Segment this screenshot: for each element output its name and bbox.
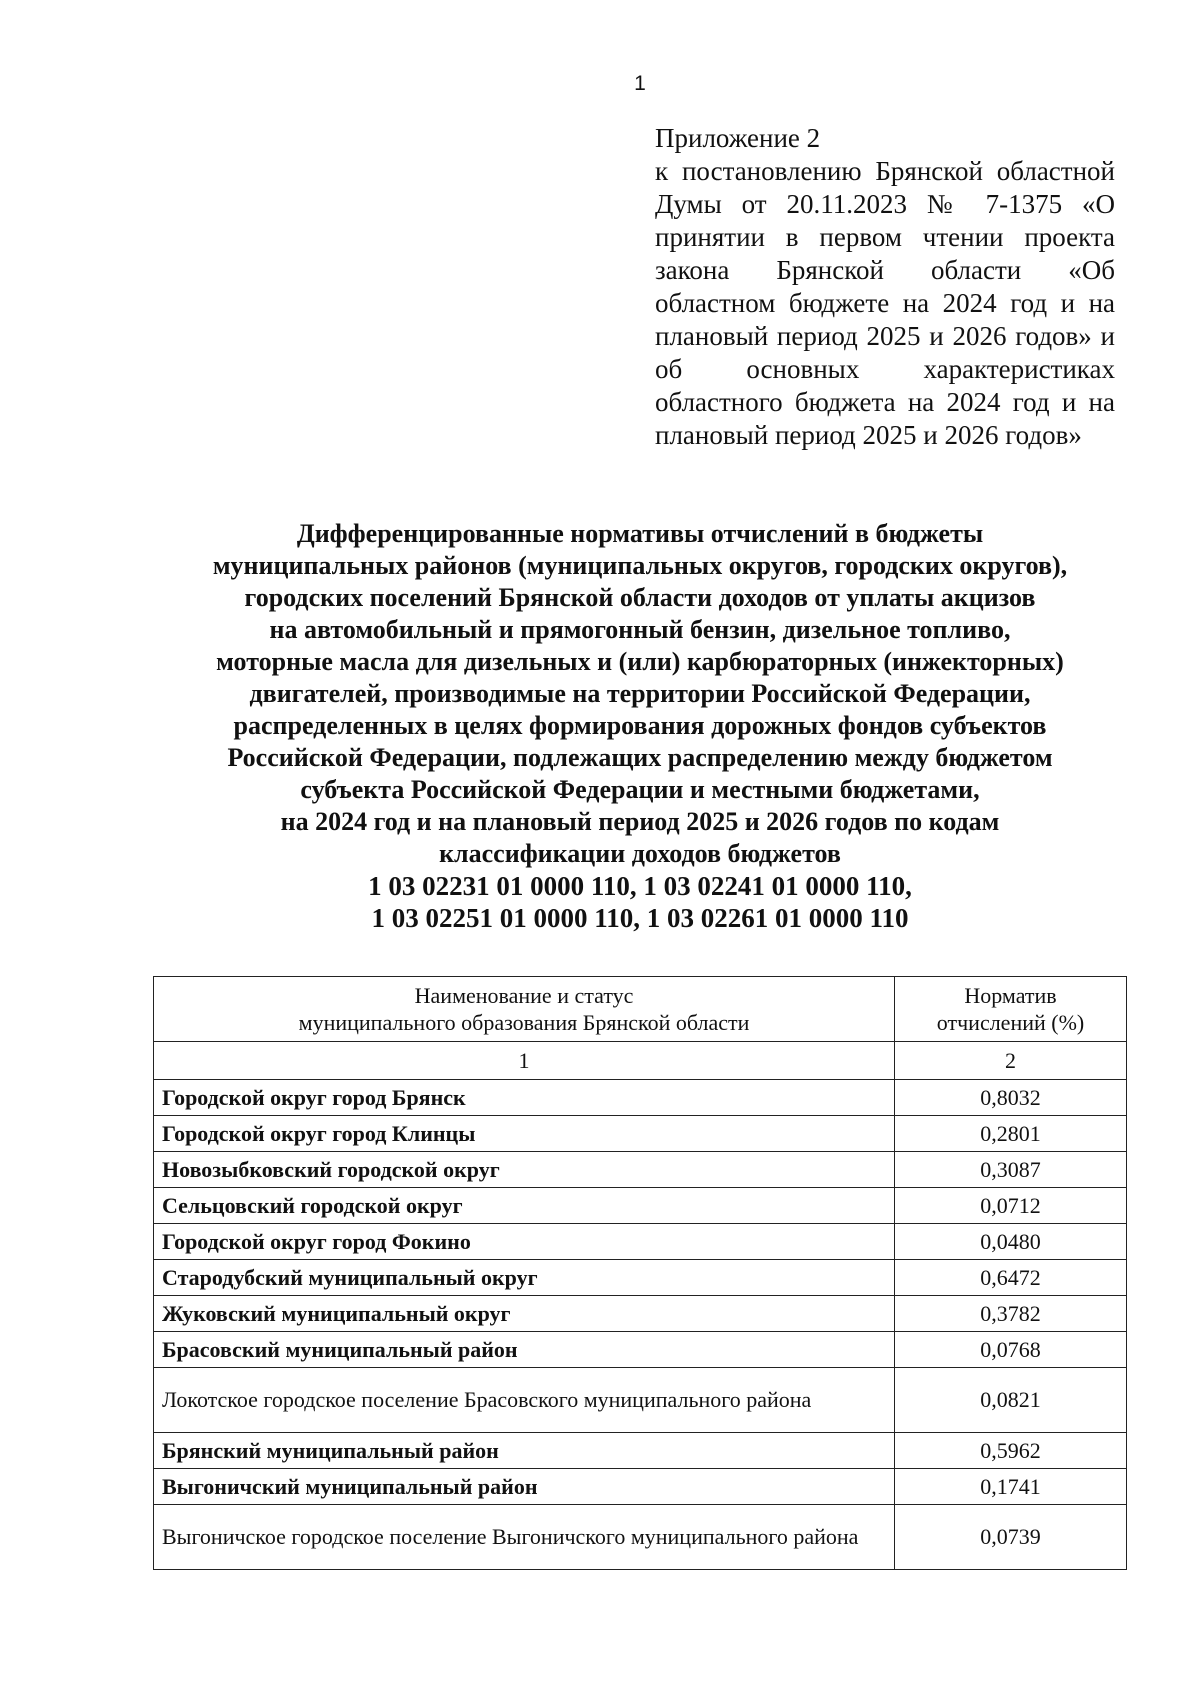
header-rate-line2: отчислений (%) bbox=[936, 1010, 1085, 1035]
deduction-rate: 0,3782 bbox=[895, 1296, 1127, 1332]
appendix-block bbox=[655, 122, 1115, 452]
deduction-rate: 0,0712 bbox=[895, 1188, 1127, 1224]
heading-line: Российской Федерации, подлежащих распределению между бюджетом bbox=[227, 743, 1053, 772]
table-row bbox=[154, 1433, 1127, 1469]
table-row bbox=[154, 1116, 1127, 1152]
deduction-rate: 0,1741 bbox=[895, 1469, 1127, 1505]
document-heading bbox=[130, 518, 1150, 934]
classification-codes: 1 03 02251 01 0000 110, 1 03 02261 01 0000 110 bbox=[371, 903, 909, 933]
table-row bbox=[154, 1224, 1127, 1260]
column-number: 1 bbox=[154, 1042, 895, 1080]
heading-line: распределенных в целях формирования дорожных фондов субъектов bbox=[233, 711, 1047, 740]
page-number: 1 bbox=[634, 72, 646, 95]
heading-line: двигателей, производимые на территории Российской Федерации, bbox=[249, 679, 1031, 708]
header-name-line1: Наименование и статус bbox=[414, 983, 634, 1008]
deduction-rate: 0,6472 bbox=[895, 1260, 1127, 1296]
deduction-rate: 0,8032 bbox=[895, 1080, 1127, 1116]
heading-line: городских поселений Брянской области доходов от уплаты акцизов bbox=[244, 583, 1036, 612]
municipality-name: Брасовский муниципальный район bbox=[154, 1332, 895, 1368]
table-row bbox=[154, 1368, 1127, 1433]
heading-line: на автомобильный и прямогонный бензин, дизельное топливо, bbox=[269, 615, 1011, 644]
header-name-line2: муниципального образования Брянской области bbox=[298, 1010, 750, 1035]
municipality-name: Городской округ город Фокино bbox=[154, 1224, 895, 1260]
municipality-name: Брянский муниципальный район bbox=[154, 1433, 895, 1469]
deduction-rate: 0,0821 bbox=[895, 1368, 1127, 1433]
municipality-name: Локотское городское поселение Брасовского муниципального района bbox=[154, 1368, 895, 1433]
municipality-name: Сельцовский городской округ bbox=[154, 1188, 895, 1224]
table-body bbox=[154, 1080, 1127, 1570]
heading-line: муниципальных районов (муниципальных округов, городских округов), bbox=[212, 551, 1068, 580]
table-row bbox=[154, 1260, 1127, 1296]
municipality-name: Выгоничское городское поселение Выгоничского муниципального района bbox=[154, 1505, 895, 1570]
heading-line: классификации доходов бюджетов bbox=[439, 839, 841, 868]
table-row bbox=[154, 1080, 1127, 1116]
deduction-rate: 0,0768 bbox=[895, 1332, 1127, 1368]
deduction-rate: 0,5962 bbox=[895, 1433, 1127, 1469]
table-row bbox=[154, 1469, 1127, 1505]
table-header-row bbox=[154, 977, 1127, 1042]
table-row bbox=[154, 1505, 1127, 1570]
heading-line: субъекта Российской Федерации и местными бюджетами, bbox=[300, 775, 980, 804]
municipality-name: Жуковский муниципальный округ bbox=[154, 1296, 895, 1332]
norms-table bbox=[153, 976, 1127, 1570]
classification-codes: 1 03 02231 01 0000 110, 1 03 02241 01 0000 110, bbox=[368, 871, 912, 901]
municipality-name: Городской округ город Брянск bbox=[154, 1080, 895, 1116]
deduction-rate: 0,0739 bbox=[895, 1505, 1127, 1570]
header-rate-line1: Норматив bbox=[964, 983, 1057, 1008]
heading-line: моторные масла для дизельных и (или) карбюраторных (инжекторных) bbox=[216, 647, 1064, 676]
municipality-name: Новозыбковский городской округ bbox=[154, 1152, 895, 1188]
municipality-name: Городской округ город Клинцы bbox=[154, 1116, 895, 1152]
deduction-rate: 0,2801 bbox=[895, 1116, 1127, 1152]
appendix-title: Приложение 2 bbox=[655, 123, 821, 153]
deduction-rate: 0,3087 bbox=[895, 1152, 1127, 1188]
heading-line: Дифференцированные нормативы отчислений в бюджеты bbox=[296, 519, 984, 548]
column-header-name bbox=[154, 977, 895, 1042]
deduction-rate: 0,0480 bbox=[895, 1224, 1127, 1260]
appendix-text: к постановлению Брянской областной Думы от 20.11.2023 № 7-1375 «О принятии в первом чтении проекта закона Брянской области «Об областном бюджете на 2024 год и на плановый период 2025 и 2026 годов» и об основных характеристиках областного бюджета на 2024 год и на плановый период 2025 и 2026 годов» bbox=[655, 156, 1115, 450]
column-number-row bbox=[154, 1042, 1127, 1080]
heading-line: на 2024 год и на плановый период 2025 и 2026 годов по кодам bbox=[280, 807, 1000, 836]
municipality-name: Стародубский муниципальный округ bbox=[154, 1260, 895, 1296]
municipality-name: Выгоничский муниципальный район bbox=[154, 1469, 895, 1505]
table-row bbox=[154, 1188, 1127, 1224]
table-row bbox=[154, 1296, 1127, 1332]
table-row bbox=[154, 1152, 1127, 1188]
column-header-rate bbox=[895, 977, 1127, 1042]
column-number: 2 bbox=[895, 1042, 1127, 1080]
table-row bbox=[154, 1332, 1127, 1368]
